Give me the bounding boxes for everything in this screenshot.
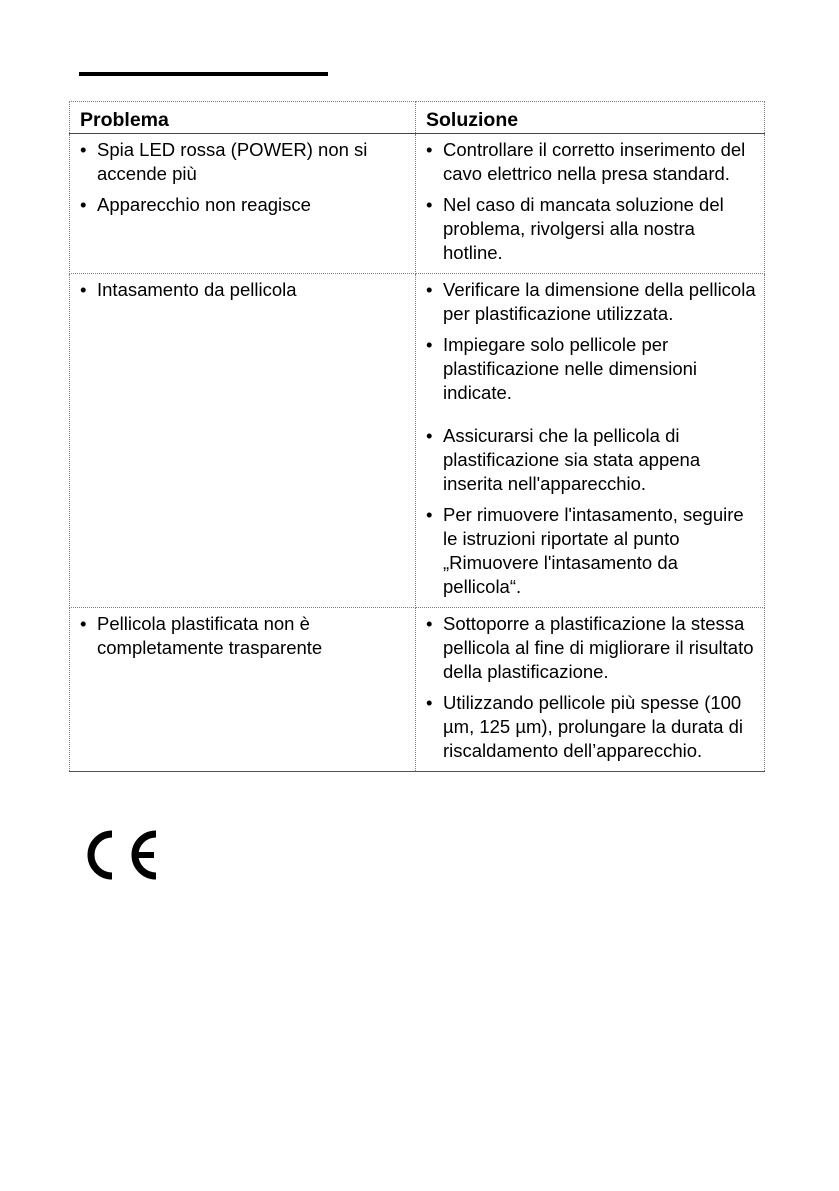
problem-text: Intasamento da pellicola [97,279,297,300]
bullet-icon: • [80,279,87,300]
list-item [80,138,409,186]
top-rule [79,72,328,76]
table-row [70,274,765,608]
solution-cell [416,274,765,608]
list-item [80,612,409,660]
list-item [426,424,758,496]
problem-cell [70,608,416,772]
bullet-icon: • [80,139,87,160]
header-solution: Soluzione [416,102,765,134]
bullet-icon: • [426,425,433,446]
list-item [426,333,758,405]
bullet-icon: • [426,279,433,300]
solution-cell [416,134,765,274]
solution-text: Assicurarsi che la pellicola di plastificazione sia stata appena inserita nell'apparecchio. [443,425,701,494]
list-item [426,612,758,684]
problem-cell [70,274,416,608]
table-row [70,608,765,772]
list-item [426,691,758,763]
list-item [80,193,409,217]
solution-text: Impiegare solo pellicole per plastificazione nelle dimensioni indicate. [443,334,698,403]
problem-text: Pellicola plastificata non è completamente trasparente [97,613,323,658]
table-row [70,134,765,274]
solution-text: Utilizzando pellicole più spesse (100 µm, 125 µm), prolungare la durata di riscaldamento dell’apparecchio. [443,692,743,761]
solution-text: Controllare il corretto inserimento del cavo elettrico nella presa standard. [443,139,746,184]
problem-cell [70,134,416,274]
problem-text: Apparecchio non reagisce [97,194,311,215]
solution-text: Nel caso di mancata soluzione del problema, rivolgersi alla nostra hotline. [443,194,724,263]
bullet-icon: • [426,692,433,713]
solution-text: Sottoporre a plastificazione la stessa pellicola al fine di migliorare il risultato della plastificazione. [443,613,754,682]
solution-cell [416,608,765,772]
list-item [80,278,409,302]
bullet-icon: • [80,194,87,215]
list-item [426,503,758,599]
problem-text: Spia LED rossa (POWER) non si accende più [97,139,368,184]
list-item [426,193,758,265]
bullet-icon: • [80,613,87,634]
list-item [426,278,758,326]
troubleshooting-table [69,101,765,772]
header-problem: Problema [70,102,416,134]
solution-text: Per rimuovere l'intasamento, seguire le istruzioni riportate al punto „Rimuovere l'intasamento da pellicola“. [443,504,744,597]
solution-text: Verificare la dimensione della pellicola per plastificazione utilizzata. [443,279,756,324]
bullet-icon: • [426,139,433,160]
bullet-icon: • [426,613,433,634]
table-header-row [70,102,765,134]
bullet-icon: • [426,504,433,525]
ce-mark-icon [80,828,158,882]
list-item [426,138,758,186]
bullet-icon: • [426,194,433,215]
bullet-icon: • [426,334,433,355]
